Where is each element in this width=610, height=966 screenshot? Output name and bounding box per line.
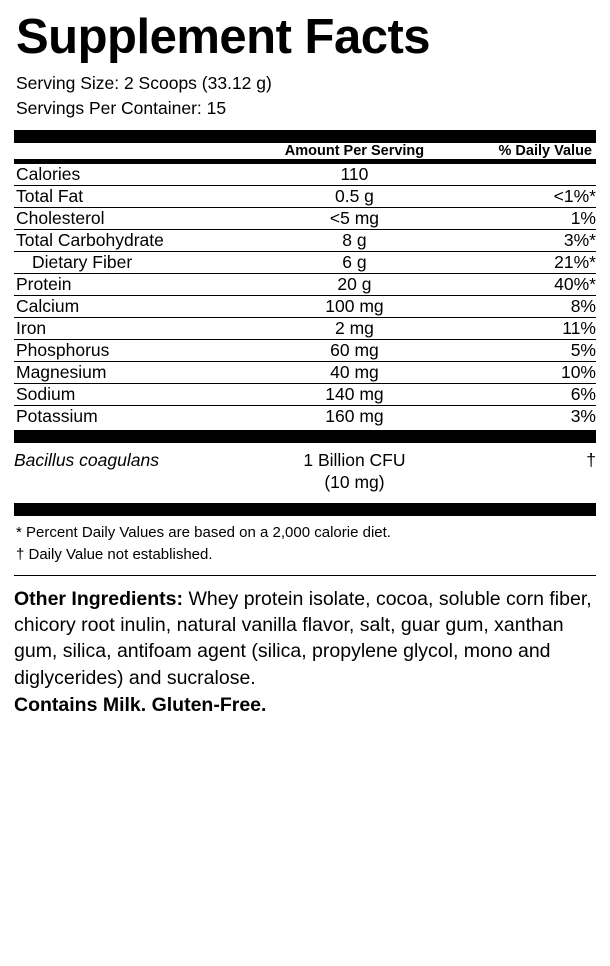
row-label: Total Carbohydrate: [14, 229, 247, 251]
table-row: [14, 229, 596, 251]
row-dv: †: [586, 449, 596, 470]
row-dv: 10%: [462, 361, 596, 383]
row-label: Magnesium: [14, 361, 247, 383]
row-amount: 160 mg: [247, 405, 462, 427]
row-dv: 5%: [462, 339, 596, 361]
page-title: Supplement Facts: [16, 10, 431, 64]
row-label: Protein: [14, 273, 247, 295]
row-dv: <1%*: [462, 185, 596, 207]
divider-thick-top: [14, 130, 596, 143]
row-dv-blank: [462, 471, 596, 500]
row-amount: 20 g: [247, 273, 462, 295]
probiotic-table: [14, 443, 596, 500]
row-label: Calories: [16, 163, 81, 184]
table-row: [14, 443, 596, 471]
serving-size: Serving Size: 2 Scoops (33.12 g): [16, 72, 272, 93]
nutrition-rows: [14, 164, 596, 427]
contains-statement: Contains Milk. Gluten-Free.: [14, 693, 267, 716]
table-row: [14, 164, 596, 186]
row-amount: 6 g: [247, 251, 462, 273]
bottom-spacer: [14, 717, 596, 958]
row-amount: 1 Billion CFU: [303, 449, 406, 470]
row-dv: 21%*: [462, 251, 596, 273]
row-label: Phosphorus: [14, 339, 247, 361]
header-daily-value: % Daily Value: [498, 142, 592, 159]
row-label: Cholesterol: [14, 207, 247, 229]
row-amount: 2 mg: [247, 317, 462, 339]
nutrition-table: [14, 143, 596, 159]
row-dv: 3%: [462, 405, 596, 427]
footnotes: [16, 522, 596, 567]
table-row: [14, 471, 596, 500]
row-amount: 40 mg: [247, 361, 462, 383]
row-dv: 1%: [462, 207, 596, 229]
row-label-blank: [14, 471, 247, 500]
header-amount-per-serving: Amount Per Serving: [284, 142, 425, 159]
footnote-dv-not-established: † Daily Value not established.: [16, 546, 213, 564]
table-row: [14, 339, 596, 361]
row-amount: 0.5 g: [247, 185, 462, 207]
table-row: [14, 207, 596, 229]
footnote-daily-values: * Percent Daily Values are based on a 2,000 calorie diet.: [16, 523, 391, 541]
row-amount: 110: [340, 163, 369, 184]
table-row: [14, 361, 596, 383]
divider-thick-probiotic-top: [14, 430, 596, 443]
row-amount: 8 g: [247, 229, 462, 251]
table-row: [14, 185, 596, 207]
row-dv: 8%: [462, 295, 596, 317]
table-row: [14, 273, 596, 295]
row-label: Sodium: [14, 383, 247, 405]
row-label: Potassium: [14, 405, 247, 427]
row-dv: 3%*: [462, 229, 596, 251]
row-dv: 11%: [462, 317, 596, 339]
row-label: Dietary Fiber: [14, 251, 247, 273]
other-ingredients: [14, 586, 596, 691]
row-label: Iron: [14, 317, 247, 339]
table-row: [14, 251, 596, 273]
table-row: [14, 317, 596, 339]
other-ingredients-text: Whey protein isolate, cocoa, soluble corn fiber, chicory root inulin, natural vanilla flavor, salt, guar gum, xanthan gum, silica, antifoam agent (silica, propylene glycol, mono and diglycerides) and sucralose.: [14, 588, 592, 689]
row-dv: [462, 164, 596, 186]
divider-thin-bottom: [14, 575, 596, 577]
row-amount: 140 mg: [247, 383, 462, 405]
row-dv: 40%*: [462, 273, 596, 295]
serving-info: [16, 71, 596, 121]
table-row: [14, 383, 596, 405]
table-row: [14, 295, 596, 317]
row-label: Total Fat: [14, 185, 247, 207]
row-amount: 60 mg: [247, 339, 462, 361]
row-amount: 100 mg: [247, 295, 462, 317]
row-label: Bacillus coagulans: [14, 449, 159, 470]
other-ingredients-label: Other Ingredients:: [14, 588, 184, 611]
row-label: Calcium: [14, 295, 247, 317]
row-amount: <5 mg: [247, 207, 462, 229]
servings-per-container: Servings Per Container: 15: [16, 97, 227, 118]
table-header-row: [14, 143, 596, 159]
row-amount-sub: (10 mg): [324, 471, 385, 492]
table-row: [14, 405, 596, 427]
row-dv: 6%: [462, 383, 596, 405]
divider-thick-probiotic-bottom: [14, 503, 596, 516]
header-blank: [14, 143, 247, 159]
